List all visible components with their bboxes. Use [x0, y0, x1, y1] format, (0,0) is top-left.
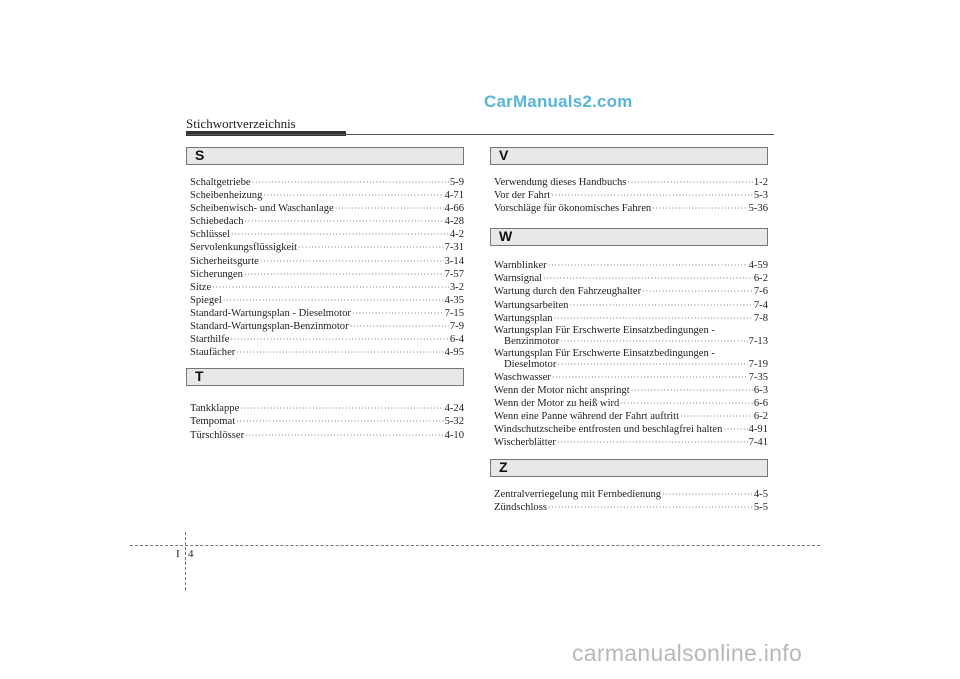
dot-leader: [244, 268, 444, 281]
entry-label: Wenn der Motor nicht anspringt: [494, 384, 630, 396]
index-entry[interactable]: [494, 488, 768, 501]
entry-label: Schlüssel: [190, 229, 231, 241]
dot-leader: [543, 272, 753, 285]
dot-leader: [236, 346, 443, 359]
entry-label: Standard-Wartungsplan - Dieselmotor: [190, 307, 351, 319]
entry-page: 6-6: [753, 397, 768, 409]
entry-label: Wischerblätter: [494, 437, 556, 449]
index-entry[interactable]: [494, 299, 768, 312]
entry-label: Vorschläge für ökonomisches Fahren: [494, 203, 652, 215]
index-entry[interactable]: [190, 215, 464, 228]
dot-leader: [631, 384, 753, 397]
dot-leader: [230, 333, 448, 346]
entry-page: 4-24: [444, 403, 464, 415]
entry-label: Servolenkungsflüssigkeit: [190, 242, 298, 254]
index-entry[interactable]: [190, 320, 464, 333]
entry-label: Wartungsplan: [494, 312, 553, 324]
entry-label: Windschutzscheibe entfrosten und beschlagfrei halten: [494, 424, 723, 436]
section-header-w: [490, 228, 768, 246]
entry-label-tail: Benzinmotor: [504, 336, 560, 348]
entry-page: 7-13: [748, 336, 768, 348]
index-entry[interactable]: [190, 176, 464, 189]
entry-label: Vor der Fahrt: [494, 190, 551, 202]
entry-label-continued: [494, 336, 768, 348]
dot-leader: [627, 176, 752, 189]
dot-leader: [223, 294, 444, 307]
index-entry[interactable]: [494, 371, 768, 384]
index-entry[interactable]: [190, 346, 464, 359]
dot-leader: [298, 241, 443, 254]
header-rule: [186, 134, 774, 135]
section-header-t: [186, 368, 464, 386]
index-entry-multiline[interactable]: [494, 325, 768, 348]
entry-label: Warnsignal: [494, 273, 542, 285]
dot-leader: [240, 402, 443, 415]
entry-label: Wartungsplan Für Erschwerte Einsatzbedingungen -: [494, 324, 715, 336]
dot-leader: [551, 189, 753, 202]
index-entry[interactable]: [190, 268, 464, 281]
index-entry[interactable]: [494, 436, 768, 449]
index-entry[interactable]: [494, 397, 768, 410]
entry-label: Zündschloss: [494, 502, 547, 514]
entry-page: 3-2: [449, 281, 464, 293]
dot-leader: [252, 176, 449, 189]
section-header-v: [490, 147, 768, 165]
entry-page: 4-95: [444, 347, 464, 359]
index-entry[interactable]: [190, 189, 464, 202]
index-list-w-multiline: [490, 325, 768, 371]
page-number: 4: [188, 548, 194, 560]
entry-page: 7-57: [444, 268, 464, 280]
entry-label: Starthilfe: [190, 334, 230, 346]
entry-page: 1-2: [753, 177, 768, 188]
index-entry-multiline[interactable]: [494, 348, 768, 371]
dot-leader: [557, 359, 747, 371]
entry-page: 7-9: [449, 321, 464, 333]
dot-leader: [569, 299, 752, 312]
entry-label: Staufächer: [190, 347, 236, 359]
index-column-left: [186, 147, 464, 442]
entry-page: 6-2: [753, 411, 768, 423]
index-entry[interactable]: [494, 285, 768, 298]
entry-page: 6-4: [449, 334, 464, 346]
index-entry[interactable]: [494, 176, 768, 189]
index-entry[interactable]: [190, 202, 464, 215]
entry-page: 4-28: [444, 216, 464, 228]
entry-label: Scheibenheizung: [190, 190, 263, 202]
entry-page: 7-8: [753, 312, 768, 324]
index-entry[interactable]: [494, 259, 768, 272]
entry-page: 7-41: [748, 437, 768, 449]
entry-label: Wenn der Motor zu heiß wird: [494, 397, 620, 409]
index-entry[interactable]: [494, 410, 768, 423]
index-entry[interactable]: [494, 384, 768, 397]
entry-page: 6-3: [753, 384, 768, 396]
index-entry[interactable]: [190, 307, 464, 320]
entry-label: Spiegel: [190, 294, 222, 306]
index-entry[interactable]: [494, 501, 768, 514]
index-entry[interactable]: [190, 415, 464, 428]
dot-leader: [560, 336, 747, 348]
dot-leader: [642, 285, 753, 298]
entry-page: 3-14: [444, 255, 464, 267]
index-entry[interactable]: [190, 228, 464, 241]
dot-leader: [352, 307, 444, 320]
entry-page: 4-66: [444, 203, 464, 215]
index-list-t: [186, 402, 464, 441]
entry-page: 4-71: [444, 190, 464, 202]
entry-page: 7-15: [444, 307, 464, 319]
footer-rule: [130, 545, 820, 546]
entry-page: 5-5: [753, 502, 768, 514]
watermark-carmanuals2: CarManuals2.com: [484, 92, 633, 111]
dot-leader: [557, 436, 748, 449]
section-letter: Z: [499, 459, 508, 476]
dot-leader: [350, 320, 449, 333]
index-entry[interactable]: [494, 272, 768, 285]
dot-leader: [680, 410, 753, 423]
entry-page: 5-3: [753, 190, 768, 202]
dot-leader: [212, 281, 449, 294]
index-entry[interactable]: [494, 202, 768, 215]
section-header-z: [490, 459, 768, 477]
entry-page: 4-2: [449, 229, 464, 241]
entry-label: Tempomat: [190, 416, 236, 428]
dot-leader: [236, 415, 443, 428]
index-entry[interactable]: [190, 333, 464, 346]
index-entry[interactable]: [494, 312, 768, 325]
entry-label: Sitze: [190, 281, 212, 293]
section-letter: W: [499, 228, 513, 245]
section-letter: T: [195, 368, 204, 385]
entry-label-continued: [494, 359, 768, 371]
entry-page: 6-2: [753, 273, 768, 285]
watermark-carmanualsonline: carmanualsonline.info: [572, 640, 803, 666]
entry-page: 4-35: [444, 294, 464, 306]
section-header-s: [186, 147, 464, 165]
index-entry[interactable]: [190, 241, 464, 254]
dot-leader: [245, 429, 443, 442]
page-section-label: I: [176, 548, 180, 560]
entry-page: 7-19: [748, 359, 768, 371]
entry-label: Waschwasser: [494, 371, 551, 383]
dot-leader: [723, 423, 747, 436]
entry-page: 5-9: [449, 177, 464, 188]
dot-leader: [662, 488, 753, 501]
entry-label: Wartungsarbeiten: [494, 299, 569, 311]
index-entry[interactable]: [494, 189, 768, 202]
index-entry[interactable]: [190, 402, 464, 415]
dot-leader: [652, 202, 747, 215]
entry-label: Wenn eine Panne während der Fahrt auftritt: [494, 411, 680, 423]
page-title: Stichwortverzeichnis: [186, 116, 296, 131]
entry-label: Verwendung dieses Handbuchs: [494, 177, 627, 188]
entry-page: 4-5: [753, 489, 768, 501]
entry-label: Wartung durch den Fahrzeughalter: [494, 286, 642, 298]
index-list-w-continued: [490, 371, 768, 450]
dot-leader: [245, 215, 444, 228]
index-entry[interactable]: [190, 281, 464, 294]
dot-leader: [548, 259, 748, 272]
dot-leader: [548, 501, 753, 514]
dot-leader: [260, 255, 444, 268]
entry-label: Sicherungen: [190, 268, 243, 280]
dot-leader: [231, 228, 449, 241]
dot-leader: [552, 371, 748, 384]
dot-leader: [620, 397, 753, 410]
entry-page: 4-10: [444, 429, 464, 441]
entry-page: 7-31: [444, 242, 464, 254]
entry-label: Schaltgetriebe: [190, 177, 251, 188]
entry-page: 4-91: [748, 424, 768, 436]
index-column-right: [490, 147, 768, 515]
entry-page: 4-59: [748, 260, 768, 272]
entry-label: Wartungsplan Für Erschwerte Einsatzbedingungen -: [494, 347, 715, 359]
index-list-s: [186, 176, 464, 359]
entry-label: Türschlösser: [190, 429, 245, 441]
entry-label-tail: Dieselmotor: [504, 359, 557, 371]
footer-divider: [185, 532, 186, 590]
entry-page: 7-35: [748, 371, 768, 383]
entry-label: Tankklappe: [190, 403, 240, 415]
index-entry[interactable]: [494, 423, 768, 436]
dot-leader: [263, 189, 443, 202]
index-entry[interactable]: [190, 429, 464, 442]
entry-page: 7-6: [753, 286, 768, 298]
index-list-z: [490, 488, 768, 514]
index-list-v: [490, 176, 768, 215]
entry-page: 7-4: [753, 299, 768, 311]
entry-label: Schiebedach: [190, 216, 244, 228]
entry-page: 5-36: [748, 203, 768, 215]
index-entry[interactable]: [190, 294, 464, 307]
entry-label: Standard-Wartungsplan-Benzinmotor: [190, 321, 349, 333]
dot-leader: [335, 202, 444, 215]
section-letter: V: [499, 147, 509, 163]
section-letter: S: [195, 147, 205, 163]
entry-label: Sicherheitsgurte: [190, 255, 259, 267]
index-list-w: [490, 259, 768, 324]
entry-page: 5-32: [444, 416, 464, 428]
index-entry[interactable]: [190, 255, 464, 268]
entry-label: Scheibenwisch- und Waschanlage: [190, 203, 334, 215]
entry-label: Zentralverriegelung mit Fernbedienung: [494, 489, 662, 501]
dot-leader: [554, 312, 753, 325]
entry-label: Warnblinker: [494, 260, 547, 272]
